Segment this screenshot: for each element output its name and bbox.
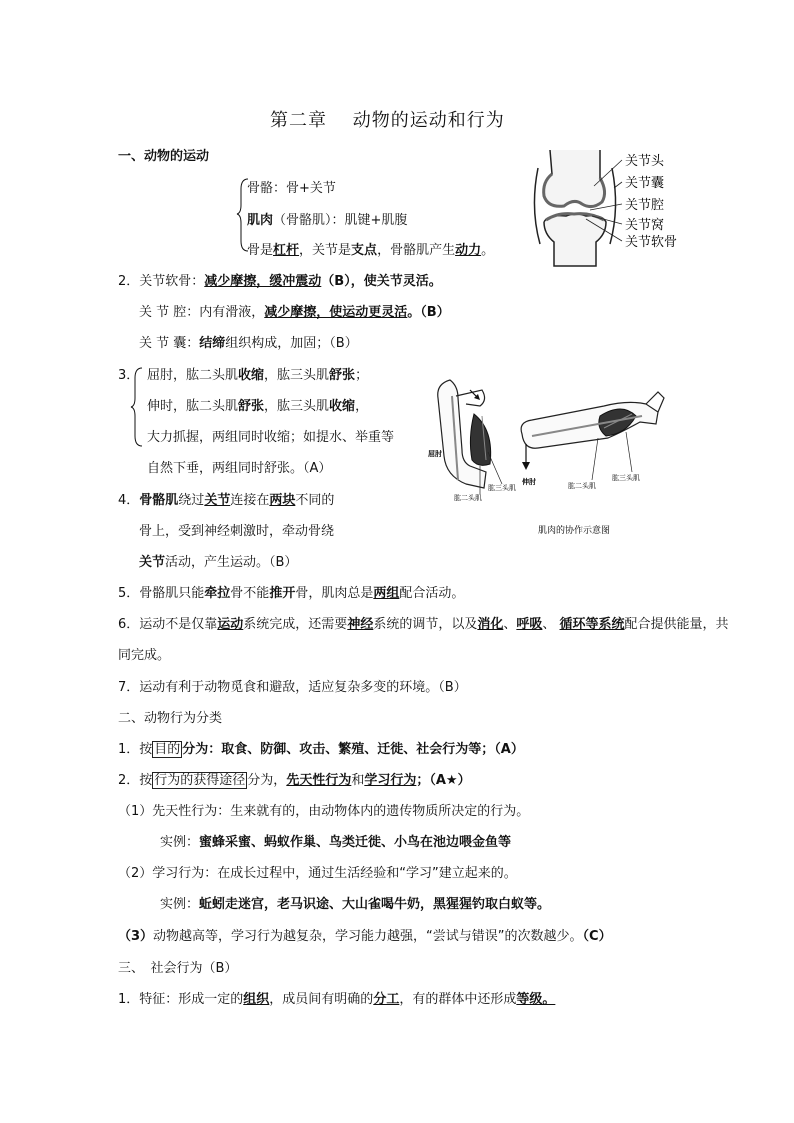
label-joint-capsule: 关节囊 xyxy=(625,176,665,191)
classify-by-acquisition: 2．按 行为的获得途径 分为，先天性行为和学习行为；（A★） xyxy=(118,773,471,788)
hang: 自然下垂，两组同时舒张。（A） xyxy=(147,461,332,476)
item-6: 6．运动不是仅靠运动系统完成，还需要神经系统的调节，以及消化、呼吸、 循环等系统配合提供能量，共 xyxy=(118,617,729,632)
label-right-triceps: 肱三头肌 xyxy=(612,474,640,482)
label-left-biceps: 肱二头肌 xyxy=(454,494,482,502)
muscle-def: 肌肉（骨骼肌）：肌键+肌腹 xyxy=(247,213,408,228)
item-2: 2．关节软骨：减少摩擦，缓冲震动（B），使关节灵活。 xyxy=(118,274,442,289)
page-title: 第二章 动物的运动和行为 xyxy=(270,110,505,131)
joint-capsule: 关 节 囊：结缔组织构成，加固；（B） xyxy=(139,336,358,351)
item-6-line-2: 同完成。 xyxy=(118,648,171,663)
item-5: 5．骨骼肌只能牵拉骨不能推开骨，肌肉总是两组配合活动。 xyxy=(118,586,465,601)
item-4-line-3: 关节活动，产生运动。（B） xyxy=(139,555,298,570)
item-7: 7．运动有利于动物觅食和避敌，适应复杂多变的环境。（B） xyxy=(118,680,467,695)
social-features: 1．特征：形成一定的组织，成员间有明确的分工，有的群体中还形成等级。 xyxy=(118,992,556,1007)
lever-line: 骨是杠杆，关节是支点，骨骼肌产生动力。 xyxy=(247,243,495,258)
label-joint-cartilage: 关节软骨 xyxy=(625,235,678,250)
label-extend-elbow: 伸肘 xyxy=(522,478,536,486)
learned-behavior: （2）学习行为：在成长过程中，通过生活经验和“学习”建立起来的。 xyxy=(118,866,517,881)
brace-item-3 xyxy=(130,366,144,448)
label-flex-elbow: 屈肘 xyxy=(428,450,442,458)
item-3-number: 3． xyxy=(118,368,140,383)
item-4-line-2: 骨上，受到神经刺激时，牵动骨绕 xyxy=(139,524,335,539)
label-joint-socket: 关节窝 xyxy=(625,218,665,233)
extend-elbow: 伸时，肱二头肌舒张，肱三头肌收缩， xyxy=(147,399,369,414)
learned-examples: 实例：蚯蚓走迷宫，老马识途、大山雀喝牛奶，黑猩猩钓取白蚁等。 xyxy=(160,897,551,912)
innate-behavior: （1）先天性行为：生来就有的，由动物体内的遗传物质所决定的行为。 xyxy=(118,804,530,819)
label-joint-head: 关节头 xyxy=(625,154,665,169)
innate-examples: 实例：蜜蜂采蜜、蚂蚁作巢、鸟类迁徙、小鸟在池边喂金鱼等 xyxy=(160,835,512,850)
learning-complexity: （3）动物越高等，学习行为越复杂，学习能力越强，“尝试与错误”的次数越少。（C） xyxy=(118,929,612,944)
joint-cavity: 关 节 腔：内有滑液，减少摩擦，使运动更灵活。（B） xyxy=(139,305,450,320)
flex-elbow: 屈肘，肱二头肌收缩，肱三头肌舒张； xyxy=(147,368,369,383)
joint-diagram xyxy=(530,148,700,268)
item-4: 4．骨骼肌绕过关节连接在两块不同的 xyxy=(118,493,335,508)
classify-by-purpose: 1．按 目的 分为：取食、防御、攻击、繁殖、迁徙、社会行为等；（A） xyxy=(118,742,524,757)
label-right-biceps: 肱二头肌 xyxy=(568,482,596,490)
label-joint-cavity: 关节腔 xyxy=(625,198,665,213)
section-3-heading: 三、 社会行为（B） xyxy=(118,961,238,976)
grip: 大力抓握，两组同时收缩；如提水、举重等 xyxy=(147,430,395,445)
figure-caption: 肌肉的协作示意图 xyxy=(538,526,611,536)
label-left-triceps: 肱三头肌 xyxy=(488,484,516,492)
muscle-coordination-diagram xyxy=(422,376,672,541)
section-2-heading: 二、动物行为分类 xyxy=(118,711,223,726)
section-1-heading: 一、动物的运动 xyxy=(118,149,210,164)
bone-def: 骨骼：骨+关节 xyxy=(247,181,336,196)
